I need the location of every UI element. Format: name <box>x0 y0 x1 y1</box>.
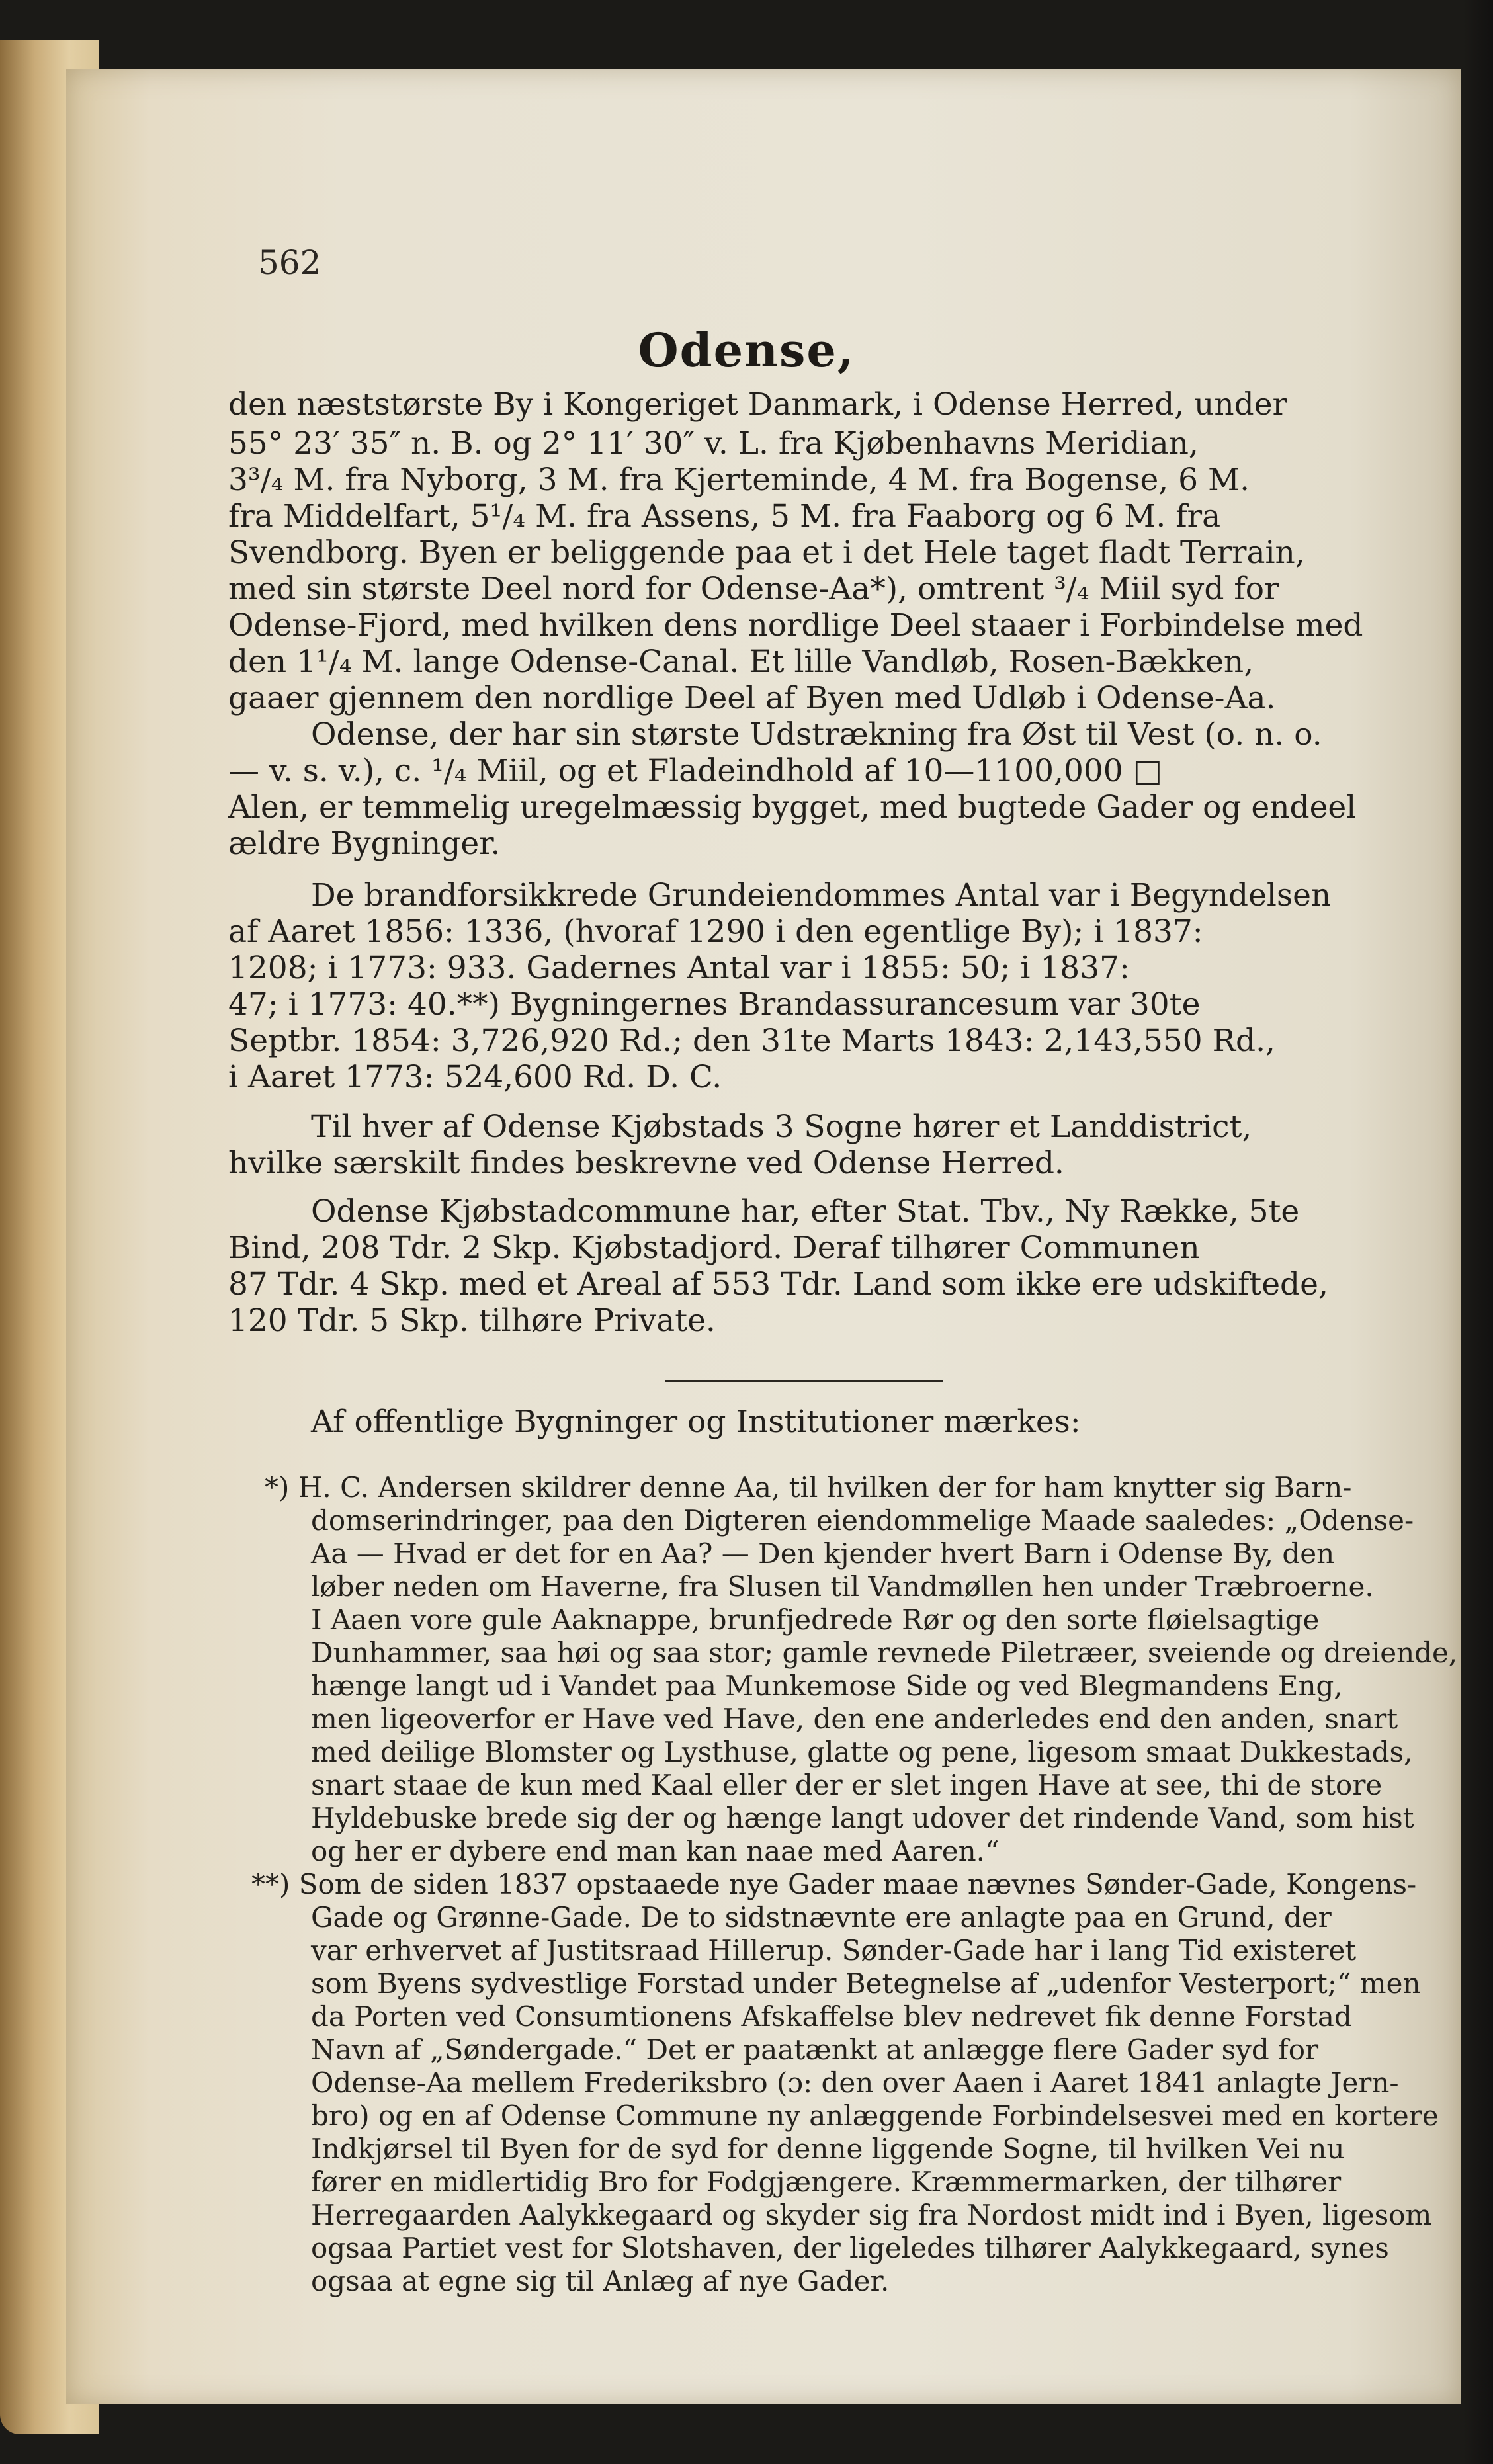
body-line: Svendborg. Byen er beliggende paa et i det Hele taget fladt Terrain, <box>228 534 1305 571</box>
footnote-line: bro) og en af Odense Commune ny anlæggende Forbindelsesvei med en kortere <box>311 2100 1439 2132</box>
body-line: af Aaret 1856: 1336, (hvoraf 1290 i den egentlige By); i 1837: <box>228 913 1203 950</box>
body-line: Odense-Fjord, med hvilken dens nordlige Deel staaer i Forbindelse med <box>228 607 1363 644</box>
footnote-line: Odense-Aa mellem Frederiksbro (ɔ: den over Aaen i Aaret 1841 anlagte Jern- <box>311 2066 1399 2099</box>
body-line: Til hver af Odense Kjøbstads 3 Sogne hører et Landdistrict, <box>311 1109 1252 1145</box>
section-heading: Af offentlige Bygninger og Institutioner mærkes: <box>311 1404 1081 1440</box>
footnote-line: Hyldebuske brede sig der og hænge langt udover det rindende Vand, som hist <box>311 1802 1414 1834</box>
footnote-line: I Aaen vore gule Aaknappe, brunfjedrede Rør og den sorte fløielsagtige <box>311 1603 1320 1636</box>
body-line: 55° 23′ 35″ n. B. og 2° 11′ 30″ v. L. fra Kjøbenhavns Meridian, <box>228 425 1199 462</box>
body-line: — v. s. v.), c. ¹/₄ Miil, og et Fladeindhold af 10—1100,000 □ <box>228 753 1162 789</box>
footnote-line: og her er dybere end man kan naae med Aaren.“ <box>311 1835 1000 1867</box>
article-heading: Odense, <box>638 323 855 378</box>
body-line: den 1¹/₄ M. lange Odense-Canal. Et lille Vandløb, Rosen-Bækken, <box>228 644 1254 680</box>
page-number: 562 <box>258 243 321 282</box>
footnote-line: **) Som de siden 1837 opstaaede nye Gader maae nævnes Sønder-Gade, Kongens- <box>251 1868 1417 1900</box>
body-line: hvilke særskilt findes beskrevne ved Odense Herred. <box>228 1145 1064 1181</box>
body-line: De brandforsikkrede Grundeiendommes Antal var i Begyndelsen <box>311 877 1332 913</box>
body-line: 47; i 1773: 40.**) Bygningernes Brandassurancesum var 30te <box>228 986 1201 1023</box>
footnote-line: løber neden om Haverne, fra Slusen til Vandmøllen hen under Træbroerne. <box>311 1570 1374 1603</box>
footnote-line: hænge langt ud i Vandet paa Munkemose Side og ved Blegmandens Eng, <box>311 1670 1343 1702</box>
footnote-line: Gade og Grønne-Gade. De to sidstnævnte ere anlagte paa en Grund, der <box>311 1901 1332 1933</box>
footnote-line: da Porten ved Consumtionens Afskaffelse blev nedrevet fik denne Forstad <box>311 2000 1352 2033</box>
body-line: ældre Bygninger. <box>228 826 501 862</box>
footnote-line: men ligeoverfor er Have ved Have, den ene anderledes end den anden, snart <box>311 1703 1398 1735</box>
footnote-line: som Byens sydvestlige Forstad under Betegnelse af „udenfor Vesterport;“ men <box>311 1967 1421 2000</box>
body-line: 87 Tdr. 4 Skp. med et Areal af 553 Tdr. Land som ikke ere udskiftede, <box>228 1266 1328 1302</box>
footnote-line: ogsaa Partiet vest for Slotshaven, der ligeledes tilhører Aalykkegaard, synes <box>311 2232 1389 2264</box>
section-divider <box>665 1380 943 1382</box>
footnote-line: fører en midlertidig Bro for Fodgjængere. Kræmmermarken, der tilhører <box>311 2166 1342 2198</box>
footnote-line: med deilige Blomster og Lysthuse, glatte og pene, ligesom smaat Dukkestads, <box>311 1736 1413 1768</box>
body-line: 120 Tdr. 5 Skp. tilhøre Private. <box>228 1302 716 1339</box>
body-line: Odense Kjøbstadcommune har, efter Stat. Tbv., Ny Række, 5te <box>311 1193 1300 1230</box>
body-line: Septbr. 1854: 3,726,920 Rd.; den 31te Marts 1843: 2,143,550 Rd., <box>228 1023 1275 1059</box>
footnote-line: Dunhammer, saa høi og saa stor; gamle revnede Piletræer, sveiende og dreiende, <box>311 1636 1458 1669</box>
body-line: fra Middelfart, 5¹/₄ M. fra Assens, 5 M. fra Faaborg og 6 M. fra <box>228 498 1221 534</box>
body-line: i Aaret 1773: 524,600 Rd. D. C. <box>228 1059 722 1095</box>
footnote-line: Indkjørsel til Byen for de syd for denne liggende Sogne, til hvilken Vei nu <box>311 2133 1345 2165</box>
body-line: Bind, 208 Tdr. 2 Skp. Kjøbstadjord. Deraf tilhører Communen <box>228 1230 1200 1266</box>
footnote-line: Aa — Hvad er det for en Aa? — Den kjender hvert Barn i Odense By, den <box>311 1537 1335 1570</box>
footnote-line: domserindringer, paa den Digteren eiendommelige Maade saaledes: „Odense- <box>311 1504 1414 1537</box>
body-line: med sin største Deel nord for Odense-Aa*), omtrent ³/₄ Miil syd for <box>228 571 1279 607</box>
page-edge-shadow <box>1463 0 1493 2464</box>
body-line: Odense, der har sin største Udstrækning fra Øst til Vest (o. n. o. <box>311 716 1322 753</box>
body-line: 1208; i 1773: 933. Gadernes Antal var i 1855: 50; i 1837: <box>228 950 1130 986</box>
footnote-line: var erhvervet af Justitsraad Hillerup. Sønder-Gade har i lang Tid existeret <box>311 1934 1357 1967</box>
body-line: den næststørste By i Kongeriget Danmark, i Odense Herred, under <box>228 386 1288 423</box>
footnote-line: snart staae de kun med Kaal eller der er slet ingen Have at see, thi de store <box>311 1769 1383 1801</box>
footnote-line: Herregaarden Aalykkegaard og skyder sig fra Nordost midt ind i Byen, ligesom <box>311 2199 1432 2231</box>
body-line: 3³/₄ M. fra Nyborg, 3 M. fra Kjerteminde, 4 M. fra Bogense, 6 M. <box>228 462 1250 498</box>
footnote-line: *) H. C. Andersen skildrer denne Aa, til hvilken der for ham knytter sig Barn- <box>265 1471 1352 1504</box>
footnote-line: ogsaa at egne sig til Anlæg af nye Gader. <box>311 2265 890 2297</box>
footnote-line: Navn af „Søndergade.“ Det er paatænkt at anlægge flere Gader syd for <box>311 2033 1319 2066</box>
body-line: gaaer gjennem den nordlige Deel af Byen med Udløb i Odense-Aa. <box>228 680 1276 716</box>
body-line: Alen, er temmelig uregelmæssig bygget, med bugtede Gader og endeel <box>228 789 1357 826</box>
